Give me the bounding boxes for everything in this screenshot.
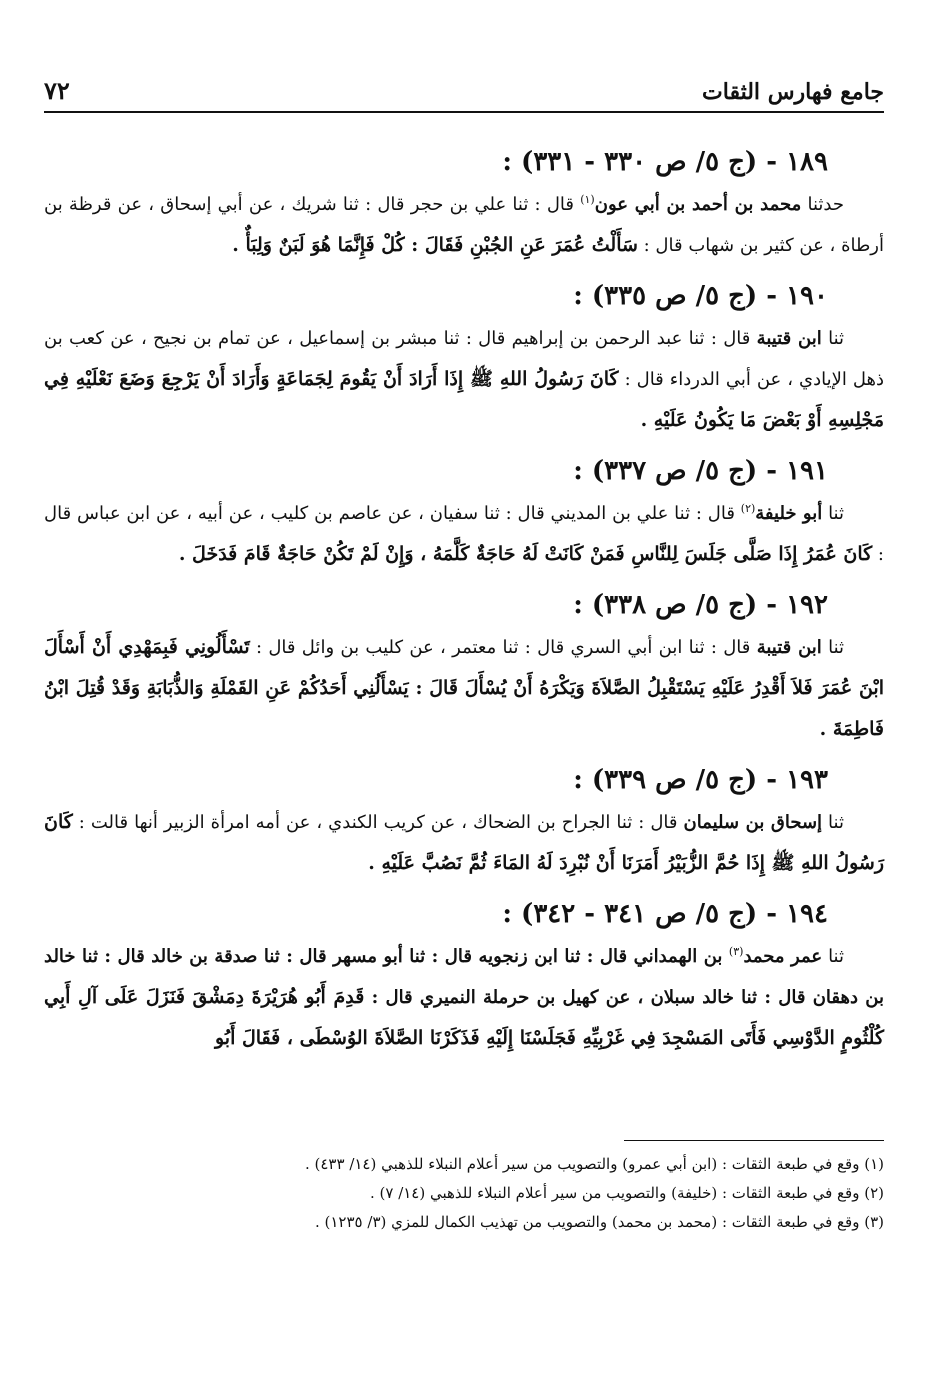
entry-heading: ١٩٠ - (ج ٥/ ص ٣٣٥) : [573, 281, 828, 311]
entry [44, 758, 884, 884]
entry-text [44, 184, 884, 266]
entry-heading: ١٨٩ - (ج ٥/ ص ٣٣٠ - ٣٣١) : [502, 147, 828, 177]
text-run: حدثنا [807, 194, 844, 215]
text-run: ثنا [828, 503, 844, 524]
narrator-name: إسحاق بن سليمان [683, 812, 823, 833]
entry-text [44, 493, 884, 575]
entry-text [44, 627, 884, 750]
hadith-quote: قَدِمَ أَبُو هُرَيْرَةَ دِمَشْقَ فَنَزَلَ عَلَى آلِ أَبِي كُلْثُومٍ الدَّوْسِي فَأَتَى المَسْجِدَ فِي غَرْبِيِّهِ فَجَلَسْنَا إِلَيْهِ فَذَكَرْنَا الصَّلاَةَ الوُسْطَى ، فَقَالَ أَبُو [44, 986, 884, 1049]
text-run: ثنا [828, 328, 845, 349]
footnote-ref: (٣) [728, 945, 744, 958]
entry-heading: ١٩٤ - (ج ٥/ ص ٣٤١ - ٣٤٢) : [502, 899, 828, 929]
entry [44, 449, 884, 575]
entry-text [44, 936, 884, 1059]
hadith-quote: كَانَ رَسُولُ اللهِ ﷺ إِذَا حُمَّ الزُّبَيْرُ أَمَرَنَا أَنْ نُبْرِدَ لَهُ المَاءَ ثُمَّ نَصُبَّ عَلَيْهِ . [44, 811, 884, 874]
text-run: ثنا [828, 637, 845, 658]
footnote: (٢) وقع في طبعة الثقات : (خليفة) والتصويب من سير أعلام النبلاء للذهبي (١٤/ ٧) . [369, 1184, 884, 1202]
footnote-rule [624, 1140, 884, 1141]
text-run: قال : ثنا علي بن المديني قال : ثنا سفيان ، عن عاصم بن كليب ، عن أبيه ، عن ابن عباس قال : [44, 503, 884, 565]
narrator-name: أبو خليفة [755, 503, 823, 524]
entry-text [44, 802, 884, 884]
entry [44, 274, 884, 441]
running-head [44, 76, 884, 113]
entry-text [44, 318, 884, 441]
footnote: (١) وقع في طبعة الثقات : (ابن أبي عمرو) والتصويب من سير أعلام النبلاء للذهبي (١٤/ ٤٣٣) . [304, 1155, 884, 1173]
text-run: قال : ثنا علي بن حجر قال : ثنا شريك ، عن أبي إسحاق ، عن قرظة بن أرطاة ، عن كثير بن شهاب قال : [44, 194, 884, 256]
entry-heading: ١٩٢ - (ج ٥/ ص ٣٣٨) : [573, 590, 828, 620]
entry-heading: ١٩١ - (ج ٥/ ص ٣٣٧) : [573, 456, 828, 486]
footnote: (٣) وقع في طبعة الثقات : (محمد بن محمد) والتصويب من تهذيب الكمال للمزي (٣/ ١٢٣٥) . [314, 1213, 884, 1231]
text-run: ثنا [828, 946, 844, 967]
entry [44, 140, 884, 266]
text-run: قال : ثنا ابن أبي السري قال : ثنا معتمر ، عن كليب بن وائل قال : [249, 637, 757, 658]
hadith-quote: تَسْأَلُونِي فَبِمَهْدِي أَنْ أَسْأَلَ ابْنَ عُمَرَ فَلاَ أَقْدِرُ عَلَيْهِ يَسْتَقْبِلُ الصَّلاَةَ وَيَكْرَهُ أَنْ يُسْأَلَ قَالَ : يَسْأَلُنِي أَحَدُكُمْ عَنِ القَمْلَةِ وَالذُّبَابَةِ وَقَدْ قُتِلَ ابْنُ فَاطِمَةَ . [44, 636, 884, 740]
text-run: بن الهمداني قال : ثنا ابن زنجويه قال : ثنا أبو مسهر قال : ثنا صدقة بن خالد قال : ثنا خالد بن دهقان قال : ثنا خالد سبلان ، عن كهيل بن حرملة النميري قال : [44, 946, 884, 1008]
hadith-quote: سَأَلْتُ عُمَرَ عَنِ الجُبْنِ فَقَالَ : كُلْ فَإِنَّمَا هُوَ لَبَنٌ وَلِبَأٌ . [232, 234, 638, 256]
text-run: قال : ثنا عبد الرحمن بن إبراهيم قال : ثنا مبشر بن إسماعيل ، عن تمام بن نجيح ، عن كعب بن ذهل الإيادي ، عن أبي الدرداء قال : [44, 328, 884, 390]
narrator-name: ابن قتيبة [756, 637, 822, 658]
text-run: ثنا [828, 812, 844, 833]
hadith-quote: كَانَ رَسُولُ اللهِ ﷺ إِذَا أَرَادَ أَنْ يَقُومَ لِجَمَاعَةٍ وَأَرَادَ أَنْ يَرْجِعَ وَضَعَ نَعْلَيْهِ فِي مَجْلِسِهِ أَوْ بَعْضَ مَا يَكُونُ عَلَيْهِ . [44, 368, 884, 431]
hadith-quote: كَانَ عُمَرُ إِذَا صَلَّى جَلَسَ لِلنَّاسِ فَمَنْ كَانَتْ لَهُ حَاجَةٌ كَلَّمَهُ ، وَإِنْ لَمْ تَكُنْ حَاجَةٌ قَامَ فَدَخَلَ . [178, 543, 873, 565]
footnotes [44, 1150, 884, 1237]
main-text [44, 140, 884, 1067]
page-number: ٧٢ [44, 76, 70, 105]
footnote-ref: (٢) [740, 502, 756, 515]
book-title: جامع فهارس الثقات [702, 79, 884, 105]
entry-heading: ١٩٣ - (ج ٥/ ص ٣٣٩) : [573, 765, 828, 795]
footnote-ref: (١) [580, 193, 595, 206]
text-run: قال : ثنا الجراح بن الضحاك ، عن كريب الكندي ، عن أمه امرأة الزبير أنها قالت : [72, 812, 684, 833]
entry [44, 583, 884, 750]
narrator-name: عمر محمد [743, 946, 823, 967]
narrator-name: محمد بن أحمد بن أبي عون [594, 194, 802, 215]
narrator-name: ابن قتيبة [756, 328, 822, 349]
entry [44, 892, 884, 1059]
